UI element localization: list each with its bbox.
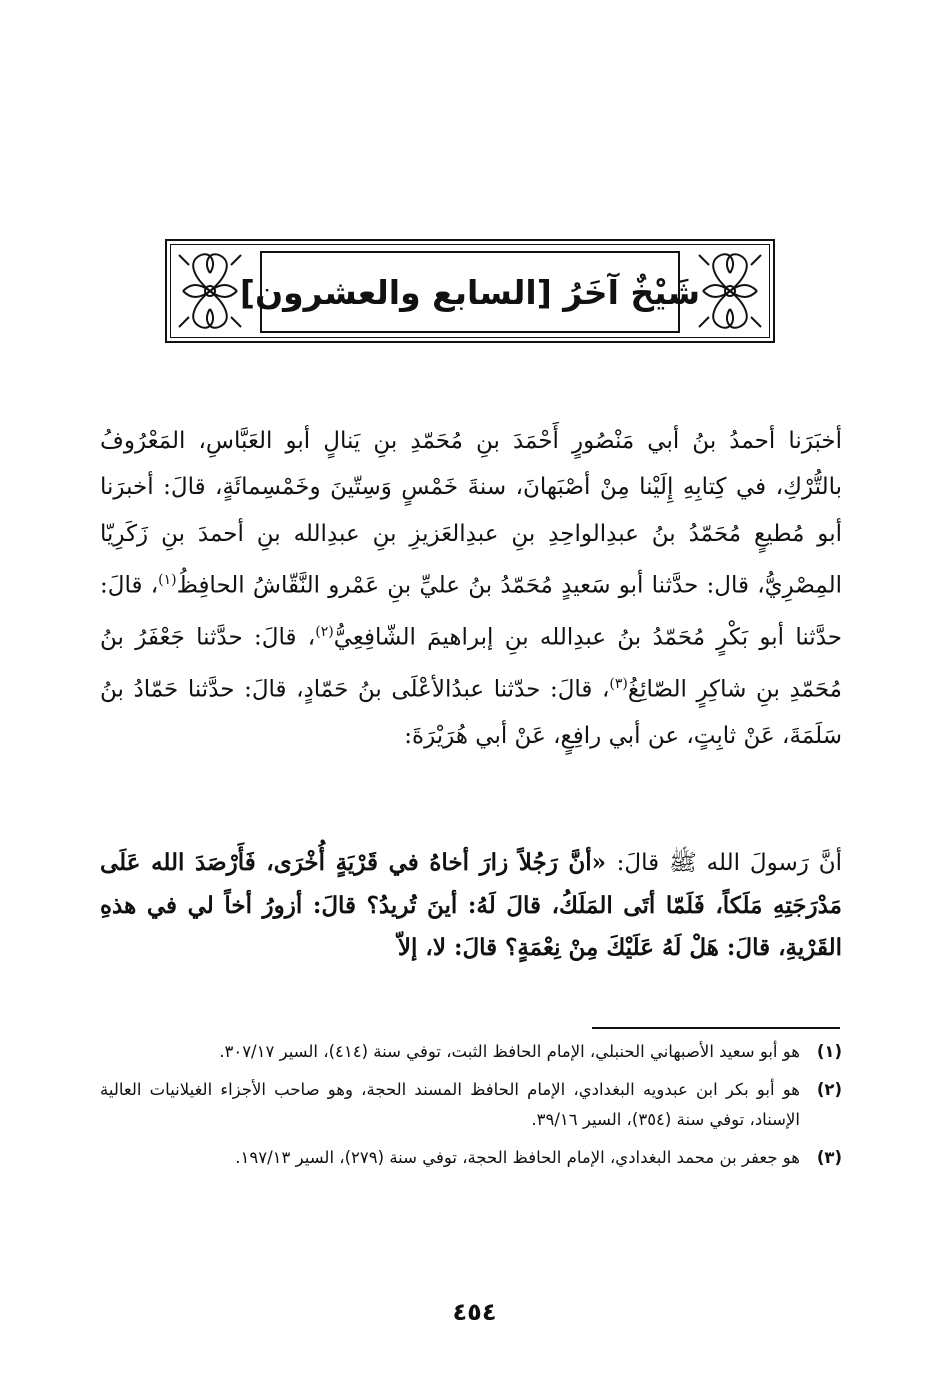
footnote-number: (٢) <box>816 1080 842 1099</box>
ornament-right-icon <box>693 247 767 335</box>
isnad-text-4: ، قالَ: حدّثنا عبدُالأعْلَى بنُ حَمّادٍ، قالَ: حدَّثنا حَمّادُ بنُ سَلَمَةَ، عَنْ ثابِتٍ، عن أبي رافِعٍ، عَنْ أبي هُرَيْرَةَ: <box>100 677 842 750</box>
page-number: ٤٥٤ <box>452 1298 497 1326</box>
footnote-ref-1[interactable]: (١) <box>158 572 177 589</box>
hadith-text: «أنَّ رَجُلاً زارَ أخاهُ في قَرْيَةٍ أُخْرَى، فَأَرْصَدَ الله عَلَى مَدْرَجَتِهِ مَلَكاً، فَلَمّا أتَى المَلَكُ، قالَ لَهُ: أينَ تُريدُ؟ قالَ: أزورُ أخاً لي في هذهِ القَرْيةِ، قالَ: هَلْ لَهُ عَلَيْكَ مِنْ نِعْمَةٍ؟ قالَ: لا، إلاّ <box>100 849 842 961</box>
footnote-number: (١) <box>816 1042 842 1061</box>
isnad-paragraph <box>100 418 842 760</box>
footnote-item <box>100 1075 842 1135</box>
page-title: شَيْخٌ آخَرُ [السابع والعشرون] <box>239 272 701 312</box>
title-box <box>239 251 701 333</box>
isnad-text-3: ، قالَ: حدَّثنا جَعْفَرُ بنُ مُحَمّدِ بنِ شاكِرٍ الصّائِغُ <box>100 624 843 703</box>
footnote-number: (٣) <box>816 1148 842 1167</box>
title-frame <box>165 239 775 343</box>
hadith-paragraph <box>100 842 842 970</box>
footnote-item <box>100 1037 842 1067</box>
footnote-item <box>100 1143 842 1173</box>
footnote-ref-3[interactable]: (٣) <box>609 676 628 693</box>
footnote-ref-2[interactable]: (٢) <box>315 624 334 641</box>
ornament-left-icon <box>173 247 247 335</box>
footnote-text: هو أبو سعيد الأصبهاني الحنبلي، الإمام الحافظ الثبت، توفي سنة (٤١٤)، السير ٣٠٧/١٧. <box>219 1042 800 1061</box>
footnotes <box>100 1037 842 1181</box>
footnote-divider <box>592 1027 840 1029</box>
isnad-text-1: أخبَرَنا أحمدُ بنُ أبي مَنْصُورٍ أَحْمَدَ بنِ مُحَمّدِ بنِ يَنالٍ أبو العَبَّاسِ، المَعْرُوفُ بالتُّرْكِ، في كِتابِهِ إِلَيْنا مِنْ أصْبَهانَ، سنةَ خَمْسٍ وَسِتّينَ وخَمْسِمائَةٍ، قالَ: أخبرَنا أبو مُطيعٍ مُحَمّدُ بنُ عبدِالواحِدِ بنِ عبدِالعَزيزِ بنِ عبدِالله بنِ أحمدَ بنِ زَكَرِيّا المِصْرِيُّ، قال: حدَّثنا أبو سَعيدٍ مُحَمّدُ بنُ عليِّ بنِ عَمْرو النَّقّاشُ الحافِظُ <box>100 428 843 599</box>
footnote-text: هو أبو بكر ابن عبدويه البغدادي، الإمام الحافظ المسند الحجة، وهو صاحب الأجزاء الغيلانيات العالية الإسناد، توفي سنة (٣٥٤)، السير ٣٩/١٦. <box>100 1080 800 1129</box>
footnote-text: هو جعفر بن محمد البغدادي، الإمام الحافظ الحجة، توفي سنة (٢٧٩)، السير ١٩٧/١٣. <box>235 1148 800 1167</box>
isnad-text-2: ، قالَ: حدَّثنا أبو بَكْرٍ مُحَمّدُ بنُ عبدِالله بنِ إبراهيمَ الشّافِعِيُّ <box>100 572 842 651</box>
hadith-intro: أنَّ رَسولَ الله ﷺ قالَ: <box>616 850 842 876</box>
